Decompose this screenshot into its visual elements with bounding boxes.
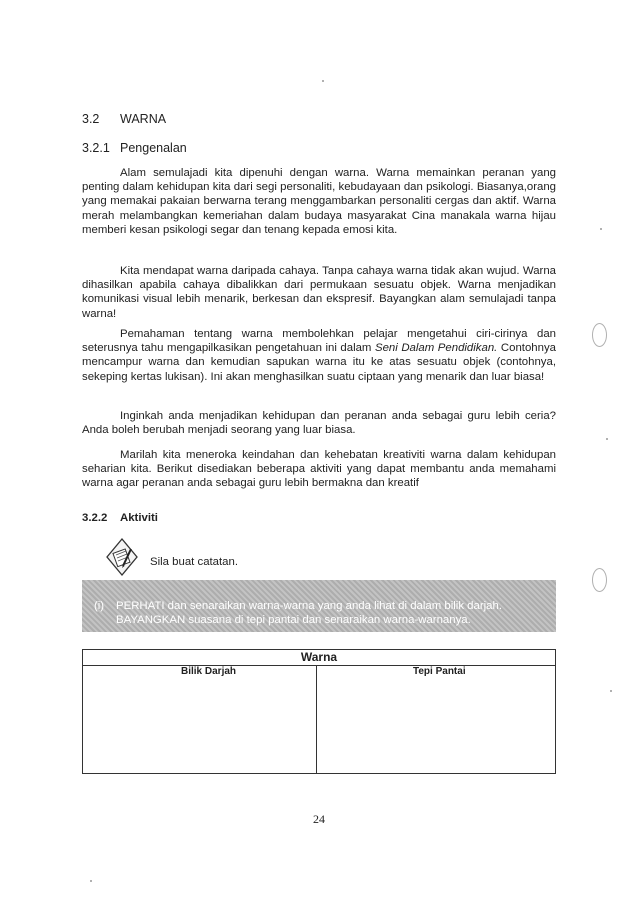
activity-note: Sila buat catatan. [150,556,239,568]
table-col-bilik-darjah: Bilik Darjah [181,666,237,677]
instruction-banner [82,580,556,632]
notepad-pencil-icon [106,538,138,576]
scan-speck [90,880,92,882]
scan-speck [606,438,608,440]
scan-speck [322,80,324,82]
activity-title: Aktiviti [120,512,158,524]
paragraph-5: Marilah kita meneroka keindahan dan kehebatan kreativiti warna dalam kehidupan seharian kita. Berikut disediakan beberapa aktiviti yang dapat membantu anda memahami warna agar peranan anda sebagai guru lebih bermakna dan kreatif [82,449,556,490]
subsection-title: Pengenalan [120,141,187,155]
table-col-tepi-pantai: Tepi Pantai [413,666,466,677]
table-header-warna: Warna [83,650,555,666]
banner-line-1: (i) PERHATI dan senaraikan warna-warna yang anda lihat di dalam bilik darjah. [82,600,556,612]
colour-table [82,649,556,774]
paragraph-1: Alam semulajadi kita dipenuhi dengan warna. Warna memainkan peranan yang penting dalam kehidupan kita dari segi personaliti, kebudayaan dan psikologi. Biasanya,orang yang memakai pakaian berwarna terang menggambarkan personaliti cergas dan aktif. Warna merah melambangkan kemeriahan dalam budaya masyarakat Cina manakala warna hijau memberi kesan psikologi segar dan tenang kepada emosi kita. [82,167,556,236]
table-column-divider [316,665,317,774]
subsection-number: 3.2.1 [82,141,110,155]
punch-hole-mark [592,323,607,347]
subsection-heading [82,141,187,155]
scan-speck [600,228,602,230]
section-heading [82,112,166,126]
punch-hole-mark [592,568,607,592]
italic-term: Seni Dalam Pendidikan. [374,342,498,355]
section-number: 3.2 [82,112,100,126]
page-number: 24 [313,812,325,826]
scan-speck [610,690,612,692]
activity-heading [82,512,158,524]
paragraph-4: Inginkah anda menjadikan kehidupan dan peranan anda sebagai guru lebih ceria? Anda boleh berubah menjadi seorang yang luar biasa. [82,410,556,437]
section-title: WARNA [120,112,167,126]
paragraph-3: Pemahaman tentang warna membolehkan pelajar mengetahui ciri-cirinya dan seterusnya tahu mengapilkasikan pengetahuan ini dalam Seni Dalam Pendidikan. Contohnya mencampur warna dan kemudian sapukan warna itu ke atas sesuatu objek (contohnya, sekeping kertas lukisan). Ini akan menghasilkan suatu ciptaan yang menarik dan luar biasa! [82,328,556,383]
banner-line-2: BAYANGKAN suasana di tepi pantai dan senaraikan warna-warnanya. [116,614,471,626]
paragraph-2: Kita mendapat warna daripada cahaya. Tanpa cahaya warna tidak akan wujud. Warna dihasilkan apabila cahaya dibalikkan dari permukaan sesuatu objek. Warna menjadikan komunikasi visual lebih menarik, berkesan dan ekspresif. Bayangkan alam semulajadi tanpa warna! [82,265,556,320]
banner-label: (i) [93,600,105,612]
activity-number: 3.2.2 [82,512,108,524]
